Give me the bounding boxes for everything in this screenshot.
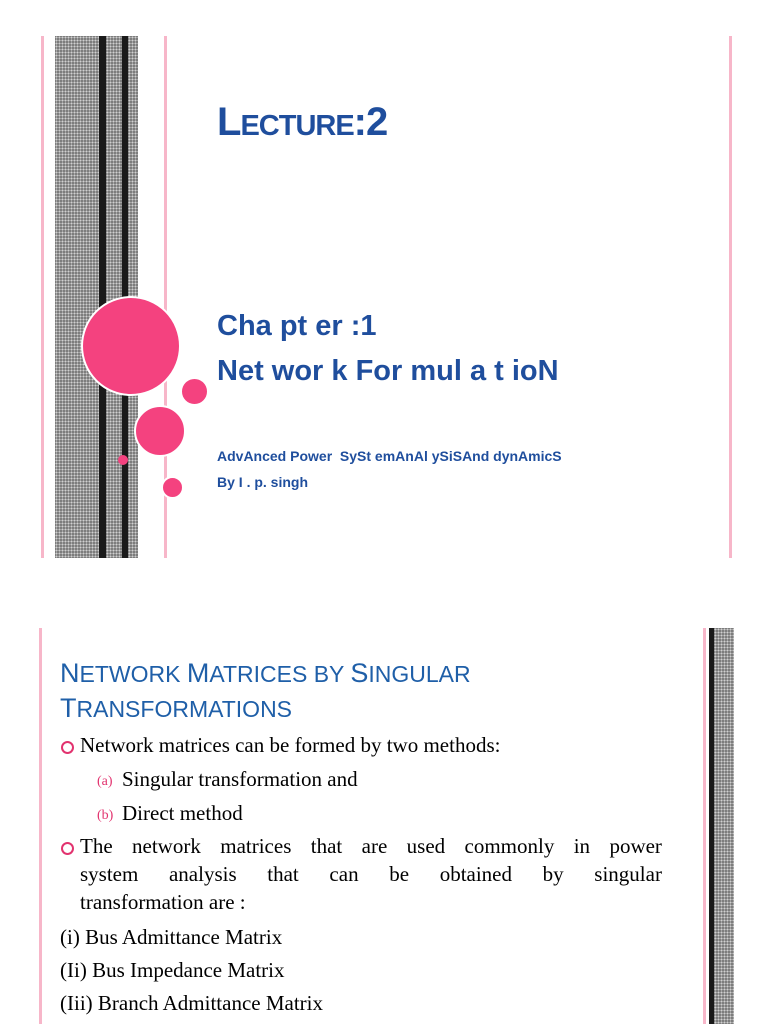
sub-item-a-label: (a) (97, 774, 113, 789)
bullet-2-line-1-word: in (573, 834, 591, 858)
bullet-2-line-2-word: by (542, 862, 564, 886)
bullet-2-line-1-word: The (80, 834, 113, 858)
slide2-right-pattern-stripe (714, 628, 734, 1024)
sub-item-b-label: (b) (97, 808, 114, 823)
bullet-2-line-3: transformation are : (80, 890, 246, 914)
matrix-item-2: (Ii) Bus Impedance Matrix (60, 958, 285, 982)
bullet-2-line-2 (80, 862, 662, 887)
chapter-line-2: Net wor k For mul a t ioN (217, 355, 559, 387)
sub-item-b-text: Direct method (122, 801, 243, 825)
tiny-pink-circle (118, 455, 128, 465)
matrix-item-3: (Iii) Branch Admittance Matrix (60, 991, 324, 1015)
lecture-title-rest: ECTURE (240, 110, 354, 142)
bullet-2-line-1-word: used (406, 834, 446, 858)
chapter-heading (217, 304, 559, 394)
bullet-2-line-2-word: obtained (439, 862, 512, 886)
large-pink-circle (81, 296, 181, 396)
bullet-icon (61, 842, 74, 855)
bullet-2-line-1-word: commonly (464, 834, 555, 858)
bullet-2-line-1-word: that (310, 834, 343, 858)
slide2-right-pink-line (703, 628, 706, 1024)
lecture-title (217, 100, 387, 145)
bullet-2-line-2-word: analysis (168, 862, 237, 886)
slide2-title-line-2 (60, 691, 471, 726)
matrix-item-1: (i) Bus Admittance Matrix (60, 925, 283, 949)
title-part: ETWORK (79, 661, 187, 687)
bullet-2-line-1-word: matrices (220, 834, 292, 858)
subtitle (217, 443, 562, 495)
small-pink-circle (180, 377, 209, 406)
bullet-2-line-1-word: network (132, 834, 201, 858)
left-pattern-stripe (55, 36, 99, 558)
slide2-title-line-1 (60, 656, 471, 691)
title-cap-m: M (186, 658, 210, 688)
left-pink-line (41, 36, 44, 558)
bullet-2-line-2-word: singular (594, 862, 662, 886)
bullet-2-line-2-word: be (389, 862, 410, 886)
lecture-title-number: :2 (353, 100, 388, 144)
course-name: AdvAnced Power SySt emAnAl ySiSAnd dynAmicS (217, 448, 562, 464)
sub-item-a-text: Singular transformation and (122, 767, 358, 791)
bullet-2-line-2-word: that (267, 862, 299, 886)
bullet-2-line-2-word: can (329, 862, 359, 886)
bullet-2-line-1 (80, 834, 662, 859)
chapter-line-1: Cha pt er :1 (217, 310, 377, 342)
title-cap-t: T (60, 693, 77, 723)
left-black-bar (99, 36, 106, 558)
right-pink-line (729, 36, 732, 558)
slide2-title (60, 656, 471, 726)
small-pink-circle-2 (161, 476, 184, 499)
title-part: INGULAR (368, 661, 471, 687)
title-part: ATRICES BY (209, 661, 351, 687)
title-cap-s: S (350, 658, 369, 688)
bullet-1-text: Network matrices can be formed by two methods: (80, 733, 501, 757)
author-line: By I . p. singh (217, 474, 309, 490)
lecture-title-initial: L (217, 100, 241, 144)
bullet-2-line-1-word: are (361, 834, 388, 858)
title-cap-n: N (60, 658, 80, 688)
bullet-2-line-1-word: power (609, 834, 662, 858)
bullet-icon (61, 741, 74, 754)
medium-pink-circle (134, 405, 186, 457)
bullet-2-line-2-word: system (80, 862, 139, 886)
slide2-left-pink-line (39, 628, 42, 1024)
title-part: RANSFORMATIONS (76, 696, 293, 722)
